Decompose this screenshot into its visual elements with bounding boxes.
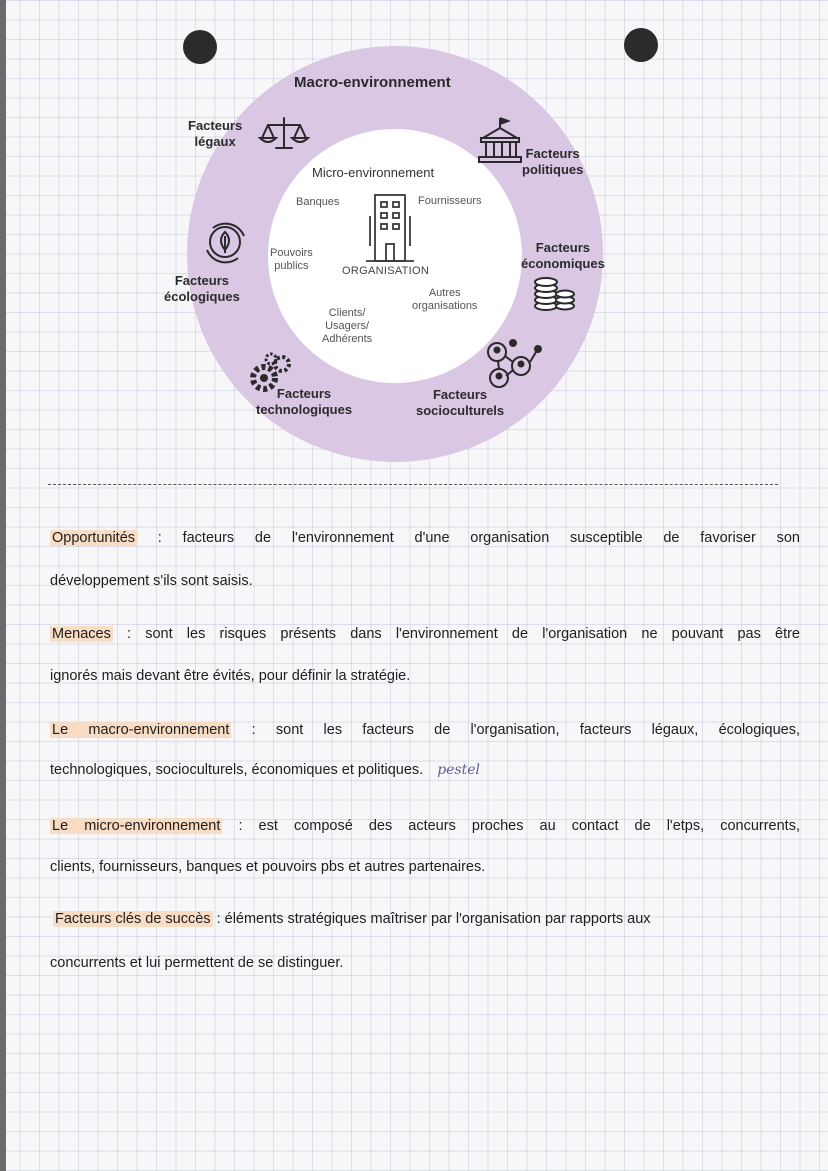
autres-organisations-line2: organisations xyxy=(412,300,478,313)
micro-actor-banques: Banques xyxy=(296,196,340,208)
factor-ecologiques-line1: Facteurs xyxy=(174,273,230,288)
factor-politiques-line1: Facteurs xyxy=(525,146,580,161)
autres-organisations-line1: Autres xyxy=(428,287,461,299)
micro-environment-title: Micro-environnement xyxy=(312,165,435,180)
factor-socioculturels-line2: socioculturels xyxy=(416,402,505,418)
factor-legaux xyxy=(188,118,242,149)
term-opportunites: Opportunités xyxy=(52,530,136,546)
definition-fcs-line2: concurrents et lui permettent de se distinguer. xyxy=(50,955,344,971)
factor-technologiques xyxy=(256,386,352,417)
factor-technologiques-line1: Facteurs xyxy=(276,386,332,401)
macro-environment-title: Macro-environnement xyxy=(294,74,451,91)
definition-opportunites-line1 xyxy=(50,530,800,546)
definition-fcs-text: : éléments stratégiques maîtriser par l'organisation par rapports aux xyxy=(212,911,651,927)
definition-opportunites-text: : facteurs de l'environnement d'une organisation susceptible de favoriser son xyxy=(137,530,800,546)
pouvoirs-publics-line2: publics xyxy=(274,260,309,273)
definition-macro-text: : sont les facteurs de l'organisation, facteurs légaux, écologiques, xyxy=(231,722,800,738)
micro-actor-autres-organisations xyxy=(412,287,477,313)
definition-menaces-line1 xyxy=(50,626,800,642)
factor-socioculturels xyxy=(416,387,504,418)
diagram-rings xyxy=(0,0,828,470)
factor-ecologiques-line2: écologiques xyxy=(164,288,240,304)
dashed-separator xyxy=(48,484,778,485)
definition-macro-line2 xyxy=(50,762,800,778)
factor-politiques-line2: politiques xyxy=(522,161,584,177)
definition-micro-text: : est composé des acteurs proches au contact de l'etps, concurrents, xyxy=(222,818,800,834)
clients-line2: Usagers/ xyxy=(325,320,370,333)
factor-economiques-line2: économiques xyxy=(521,255,605,271)
clients-line1: Clients/ xyxy=(328,307,366,319)
environment-diagram xyxy=(0,0,828,470)
term-menaces: Menaces xyxy=(52,626,111,642)
term-facteurs-cles: Facteurs clés de succès xyxy=(55,911,211,927)
pouvoirs-publics-line1: Pouvoirs xyxy=(270,247,313,259)
factor-economiques-line1: Facteurs xyxy=(535,240,590,255)
definition-opportunites-line2: développement s'ils sont saisis. xyxy=(50,573,253,589)
micro-actor-clients xyxy=(322,307,372,347)
definition-macro-line1 xyxy=(50,722,800,738)
definition-micro-line2: clients, fournisseurs, banques et pouvoirs pbs et autres partenaires. xyxy=(50,859,486,875)
micro-actor-fournisseurs: Fournisseurs xyxy=(418,195,482,207)
definition-macro-line2-text: technologiques, socioculturels, économiques et politiques. xyxy=(50,762,424,778)
factor-politiques xyxy=(522,146,583,177)
factor-ecologiques xyxy=(164,273,240,304)
term-macro-environnement: Le macro-environnement xyxy=(52,722,230,738)
handwritten-annotation: pestel xyxy=(437,762,481,778)
factor-technologiques-line2: technologiques xyxy=(256,401,353,417)
definition-fcs-line1 xyxy=(53,911,803,927)
micro-actor-pouvoirs-publics xyxy=(270,247,313,273)
term-micro-environnement: Le micro-environnement xyxy=(52,818,221,834)
factor-legaux-line1: Facteurs xyxy=(188,118,243,133)
definition-menaces-text: : sont les risques présents dans l'environnement de l'organisation ne pouvant pas être xyxy=(112,626,800,642)
clients-line3: Adhérents xyxy=(322,333,373,346)
factor-legaux-line2: légaux xyxy=(194,133,236,149)
factor-economiques xyxy=(521,240,605,271)
definition-micro-line1 xyxy=(50,818,800,834)
factor-socioculturels-line1: Facteurs xyxy=(432,387,488,402)
organisation-label: ORGANISATION xyxy=(342,265,430,277)
definition-menaces-line2: ignorés mais devant être évités, pour définir la stratégie. xyxy=(50,668,411,684)
